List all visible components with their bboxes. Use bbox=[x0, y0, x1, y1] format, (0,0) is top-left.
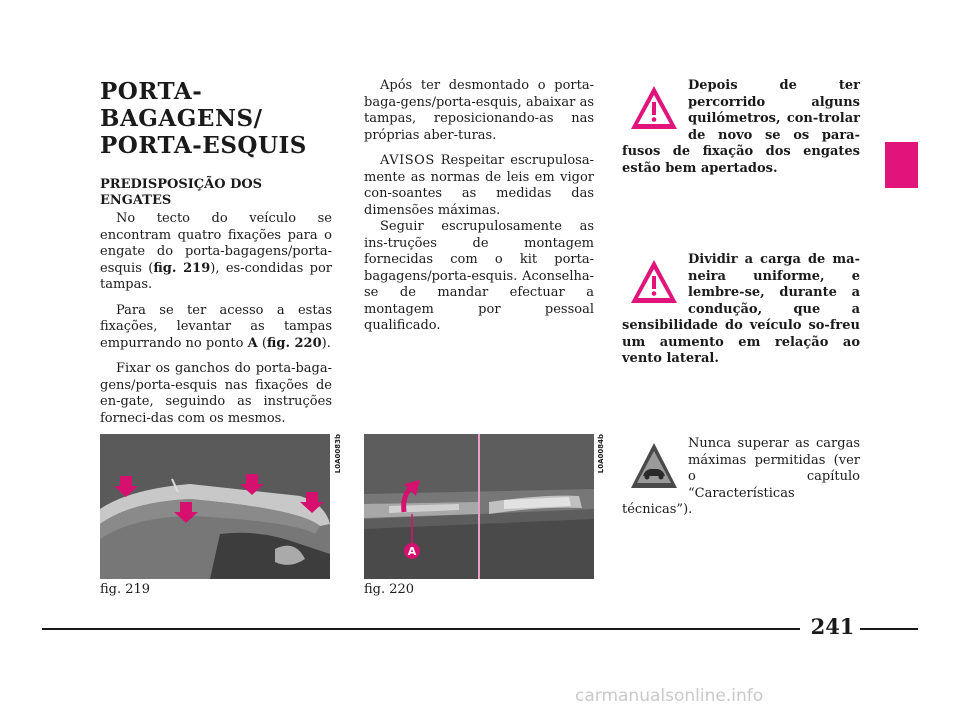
figure-219-label: fig. 219 bbox=[100, 582, 151, 597]
warning-triangle-icon bbox=[628, 256, 680, 308]
column-left bbox=[100, 78, 332, 436]
figure-220-label: fig. 220 bbox=[364, 582, 415, 597]
section-tab-marker bbox=[885, 142, 918, 188]
warning-triangle-icon bbox=[628, 82, 680, 134]
column-middle bbox=[364, 78, 594, 344]
paragraph-fix-hooks: Fixar os ganchos do porta-baga-gens/porta-esquis nas fixações de en-gate, seguindo as instruções forneci-das com os mesmos. bbox=[100, 361, 332, 426]
section-title: PORTA-BAGAGENS/ PORTA-ESQUIS bbox=[100, 78, 307, 159]
paragraph-after-removal: Após ter desmontado o porta-baga-gens/porta-esquis, abaixar as tampas, reposicionando-as nas próprias aber-turas. bbox=[364, 78, 594, 143]
paragraph-mounting-instructions: Seguir escrupulosamente as ins-truções de montagem fornecidas com o kit porta-bagagens/porta-esquis. Aconselha-se de mandar efectuar a montagem por pessoal qualificado. bbox=[364, 219, 594, 333]
subheading: PREDISPOSIÇÃO DOS ENGATES bbox=[100, 177, 263, 208]
watermark: carmanualsonline.info bbox=[575, 686, 764, 706]
paragraph-avisos: AVISOS Respeitar escrupulosa-mente as normas de leis em vigor con-soantes as medidas das dimensões máximas. bbox=[364, 153, 594, 218]
page-number: 241 bbox=[810, 614, 855, 639]
figure-220 bbox=[364, 434, 594, 579]
warning-box-1: Depois de ter percorrido alguns quilómetros, con-trolar de novo se os para-fusos de fixação dos engates estão bem apertados. bbox=[622, 78, 860, 176]
footer-rule-left bbox=[42, 628, 800, 630]
paragraph-ceiling-fixings: No tecto do veículo se encontram quatro fixações para o engate do porta-bagagens/porta-esquis (fig. 219), es-condidas por tampas. bbox=[100, 211, 332, 292]
figure-219-code: L0A0083b bbox=[334, 434, 342, 474]
warning-box-2: Dividir a carga de ma-neira uniforme, e lembre-se, durante a condução, que a sensibilidade do veículo so-freu um aumento em relação ao vento lateral. bbox=[622, 252, 860, 366]
footer-rule-right bbox=[860, 628, 918, 630]
paragraph-access-fixings: Para se ter acesso a estas fixações, levantar as tampas empurrando no ponto A (fig. 220). bbox=[100, 302, 332, 351]
roof-rail-illustration bbox=[364, 434, 594, 579]
figure-219 bbox=[100, 434, 330, 579]
note-box-loads: Nunca superar as cargas máximas permitidas (ver o capítulo “Características técnicas”). bbox=[622, 436, 860, 517]
car-roof-illustration bbox=[100, 434, 330, 579]
callout-a: A bbox=[407, 545, 417, 558]
figure-220-code: L0A0084b bbox=[597, 434, 605, 474]
environment-car-icon bbox=[628, 440, 680, 492]
